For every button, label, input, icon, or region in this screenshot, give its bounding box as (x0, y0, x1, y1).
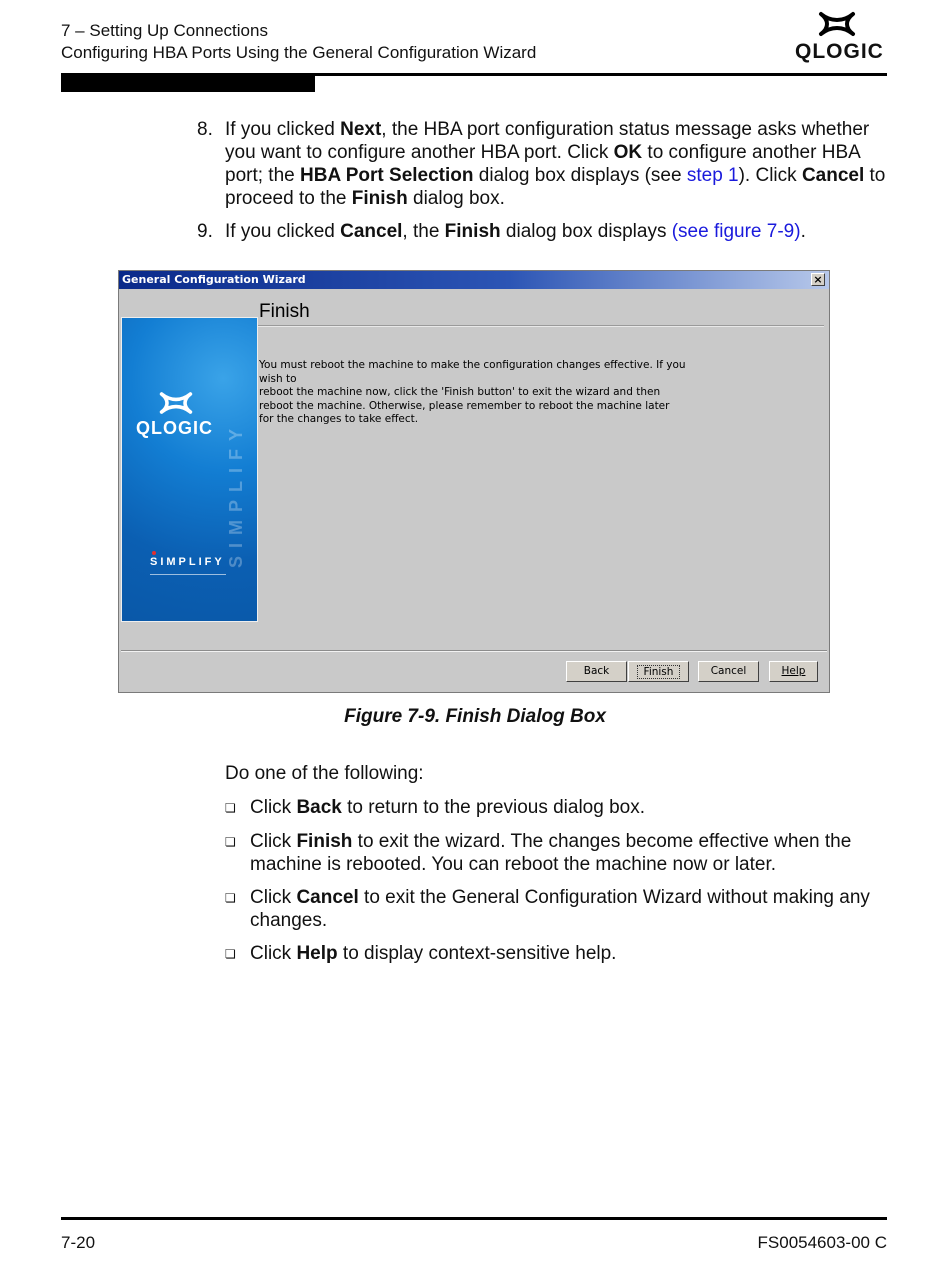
dialog-title: General Configuration Wizard (122, 273, 306, 286)
dialog-titlebar (119, 271, 829, 289)
back-button[interactable]: Back (566, 661, 627, 682)
options-intro: Do one of the following: (225, 763, 424, 784)
checkbox-bullet-icon: ❏ (225, 891, 236, 905)
step-number: 8. (197, 119, 213, 140)
red-dot-icon (152, 551, 156, 555)
options-list (225, 796, 897, 976)
header-section: Configuring HBA Ports Using the General Configuration Wizard (61, 43, 537, 62)
list-item: ❏ Click Help to display context-sensitive help. (225, 943, 617, 964)
finish-dialog (118, 270, 830, 693)
finish-button-label: Finish (637, 665, 681, 679)
dialog-divider (121, 650, 827, 652)
list-item: ❏ Click Cancel to exit the General Configuration Wizard without making any changes. (225, 887, 870, 931)
qlogic-logo-icon (158, 390, 194, 416)
step-number: 9. (197, 221, 213, 242)
step-text: If you clicked Next, the HBA port configuration status message asks whether you want to configure another HBA port. Click OK to configure another HBA port; the HBA Port Selection dialog box displays (see step 1). Click Cancel to proceed to the Finish dialog box. (225, 119, 886, 209)
side-tagline: SIMPLIFY (150, 556, 225, 568)
checkbox-bullet-icon: ❏ (225, 947, 236, 961)
qlogic-logo-text: QLOGIC (795, 40, 884, 63)
qlogic-logo-icon (817, 10, 857, 38)
help-button[interactable]: Help (769, 661, 818, 682)
step-8 (197, 118, 897, 210)
header-tab-bar (61, 76, 315, 92)
cancel-button[interactable]: Cancel (698, 661, 759, 682)
page-number: 7-20 (61, 1233, 96, 1252)
checkbox-bullet-icon: ❏ (225, 835, 236, 849)
wizard-side-banner (121, 317, 258, 622)
figure-caption: Figure 7-9. Finish Dialog Box (344, 706, 606, 727)
step-1-link[interactable]: step 1 (686, 165, 739, 186)
side-vertical-text: SIMPLIFY (226, 420, 246, 568)
side-logo-text: QLOGIC (136, 418, 213, 438)
step-9 (197, 220, 897, 243)
dialog-heading-rule (258, 325, 824, 327)
document-number: FS0054603-00 C (757, 1233, 887, 1252)
figure-7-9-link[interactable]: (see figure 7-9) (671, 221, 801, 242)
close-button[interactable]: × (811, 273, 825, 286)
side-underline (150, 574, 226, 575)
footer-rule (61, 1217, 887, 1220)
finish-button[interactable] (628, 661, 689, 682)
checkbox-bullet-icon: ❏ (225, 801, 236, 815)
step-text: If you clicked Cancel, the Finish dialog box displays (see figure 7-9). (225, 221, 806, 242)
dialog-message: You must reboot the machine to make the configuration changes effective. If you wish to reboot the machine now, click the 'Finish button' to exit the wizard and then reboot the machine. Otherwise, please remember to reboot the machine later for the changes to take effect. (259, 359, 686, 426)
dialog-heading: Finish (259, 301, 310, 322)
qlogic-logo (795, 10, 887, 66)
steps-list (197, 118, 897, 253)
header-chapter: 7 – Setting Up Connections (61, 21, 268, 40)
list-item: ❏ Click Finish to exit the wizard. The changes become effective when the machine is rebooted. You can reboot the machine now or later. (225, 831, 852, 875)
list-item: ❏ Click Back to return to the previous dialog box. (225, 797, 646, 818)
